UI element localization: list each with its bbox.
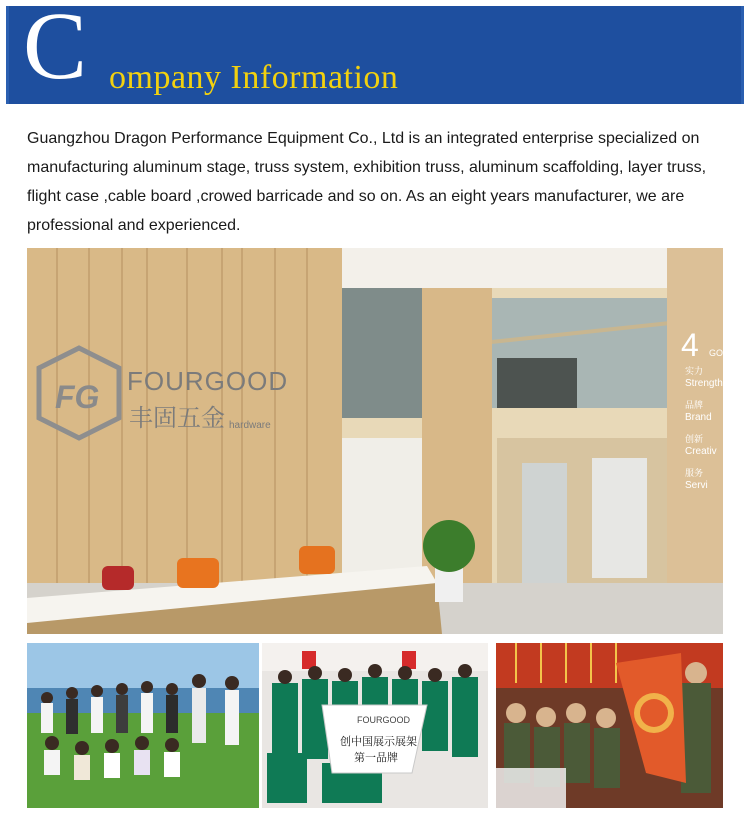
- wall-sign-line: 创新: [685, 435, 704, 445]
- wall-sign-line: GO: [709, 348, 723, 358]
- wall-sign-line: Brand: [685, 412, 712, 423]
- team-celebration-photo: [496, 643, 723, 808]
- office-lobby-photo: [27, 248, 723, 634]
- wall-sign-line: 品牌: [685, 401, 704, 411]
- team-beach-photo: [27, 643, 259, 808]
- banner-panel: [6, 0, 744, 104]
- team-banner-photo: [262, 643, 488, 808]
- header-banner: [0, 0, 750, 106]
- wall-sign-line: 实力: [685, 367, 704, 377]
- hero-logo-sub: hardware: [229, 420, 271, 431]
- wall-sign-line: Creativ: [685, 446, 717, 457]
- wall-sign-number: 4: [681, 327, 699, 363]
- hero-logo-text: FOURGOOD: [127, 366, 289, 396]
- company-description-text: Guangzhou Dragon Performance Equipment Co., Ltd is an integrated enterprise specialized on manufacturing aluminum stage, truss system, exhibition truss, aluminum scaffolding, layer truss, flight case ,cable board ,crowed barricade and so on. As an eight years manufacturer, we are professional and experienced.: [27, 130, 707, 234]
- banner-line2: 第一品牌: [354, 751, 398, 764]
- banner-line1: 创中国展示展架: [340, 735, 417, 748]
- wall-sign-line: Strength: [685, 378, 723, 389]
- banner-title: ompany Information: [109, 59, 399, 96]
- banner-brand: FOURGOOD: [357, 715, 410, 725]
- svg-text:FG: FG: [55, 379, 100, 415]
- banner-title-initial: C: [23, 0, 88, 99]
- wall-sign-line: Servi: [685, 480, 708, 491]
- company-description: [27, 124, 727, 240]
- hero-logo-chinese: 丰固五金: [129, 404, 225, 432]
- wall-sign-line: 服务: [685, 469, 704, 479]
